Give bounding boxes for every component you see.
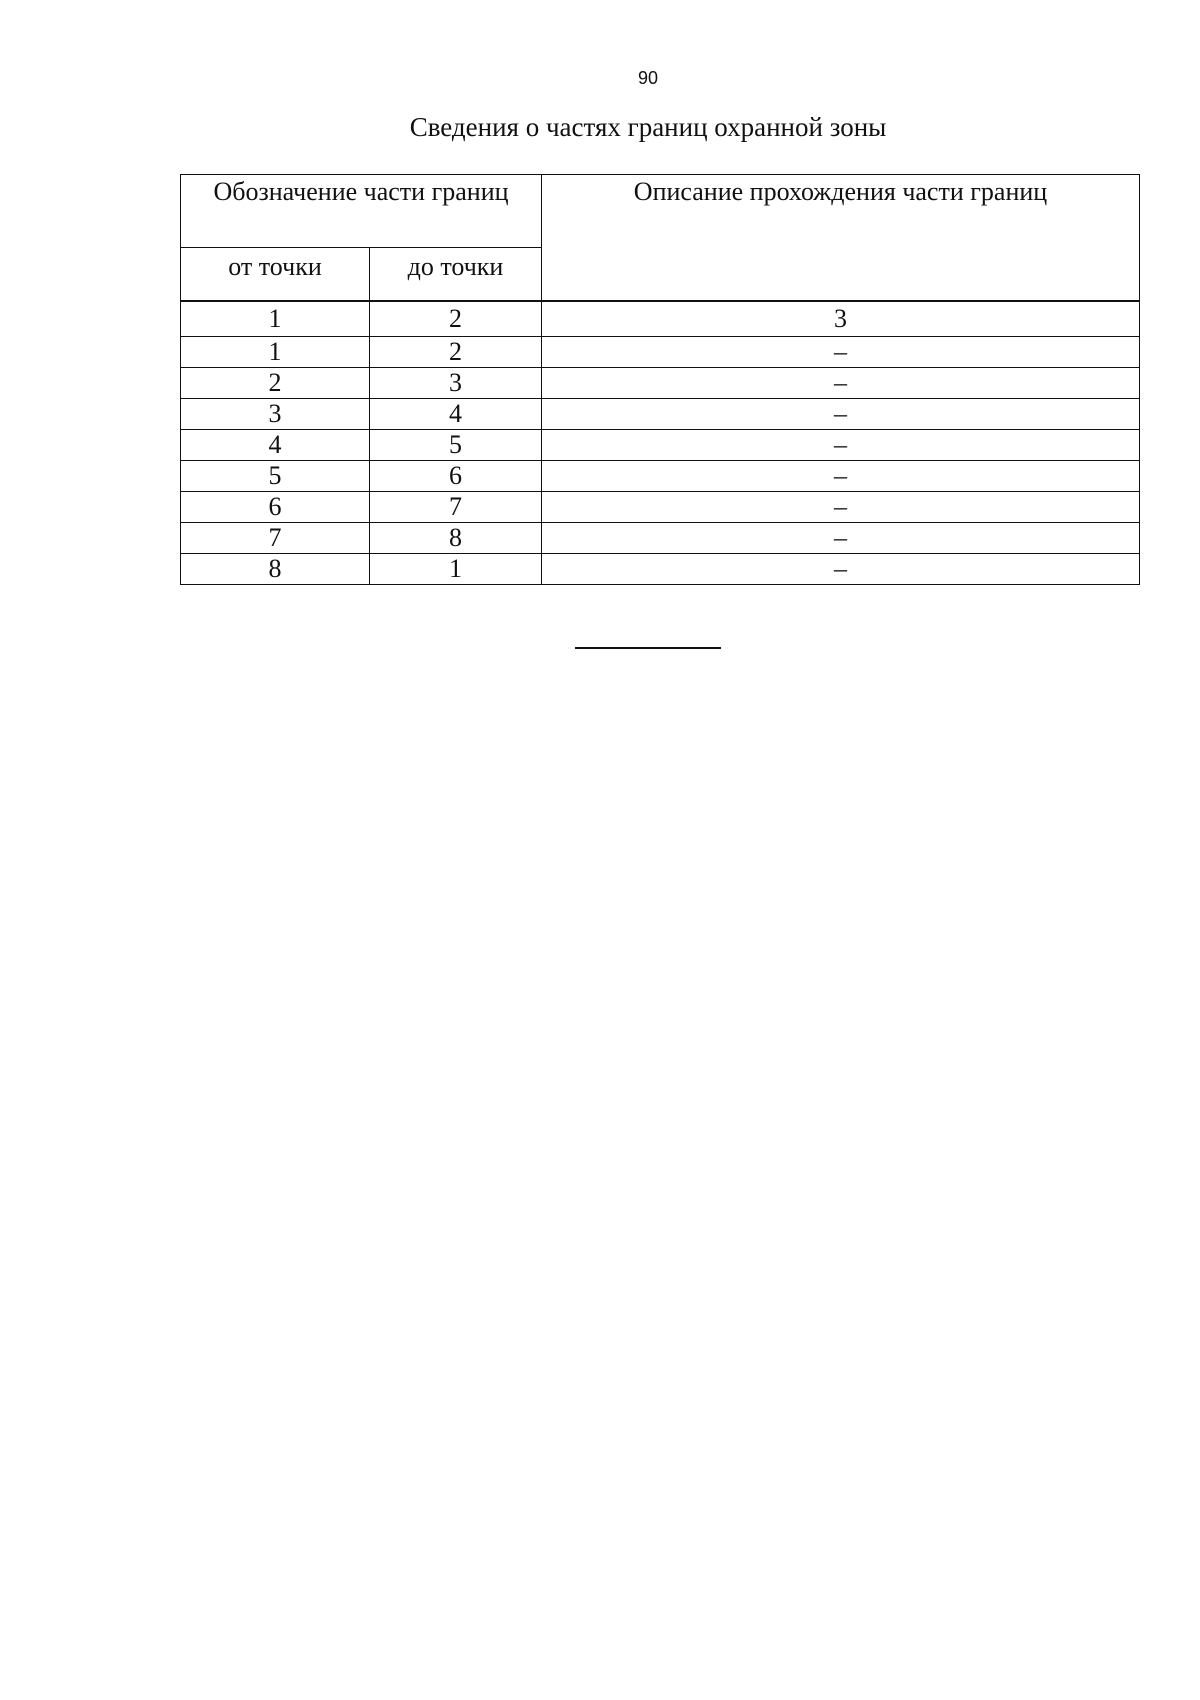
column-number: 3: [542, 301, 1140, 337]
cell-to-point: 6: [370, 461, 542, 492]
cell-from-point: 3: [181, 399, 370, 430]
cell-from-point: 4: [181, 430, 370, 461]
cell-to-point: 4: [370, 399, 542, 430]
cell-description: –: [542, 492, 1140, 523]
header-boundary-description: Описание прохождения части границ: [542, 175, 1140, 302]
table-row: [181, 492, 1140, 523]
cell-description: –: [542, 523, 1140, 554]
cell-description: –: [542, 461, 1140, 492]
table-header-row: [181, 175, 1140, 248]
cell-to-point: 7: [370, 492, 542, 523]
column-number-row: [181, 301, 1140, 337]
cell-from-point: 5: [181, 461, 370, 492]
cell-from-point: 8: [181, 554, 370, 585]
table-row: [181, 523, 1140, 554]
cell-to-point: 2: [370, 337, 542, 368]
table-row: [181, 368, 1140, 399]
cell-description: –: [542, 399, 1140, 430]
cell-description: –: [542, 554, 1140, 585]
cell-to-point: 1: [370, 554, 542, 585]
cell-description: –: [542, 337, 1140, 368]
boundary-parts-table: [180, 174, 1140, 585]
table-row: [181, 554, 1140, 585]
page-title: Сведения о частях границ охранной зоны: [409, 112, 887, 142]
table-row: [181, 461, 1140, 492]
cell-description: –: [542, 430, 1140, 461]
page-number: 90: [637, 68, 659, 88]
end-rule-divider: [575, 647, 721, 649]
column-number: 1: [181, 301, 370, 337]
column-number: 2: [370, 301, 542, 337]
cell-from-point: 6: [181, 492, 370, 523]
cell-to-point: 8: [370, 523, 542, 554]
cell-to-point: 5: [370, 430, 542, 461]
header-boundary-designation: Обозначение части границ: [181, 175, 542, 248]
cell-description: –: [542, 368, 1140, 399]
cell-from-point: 7: [181, 523, 370, 554]
header-to-point: до точки: [370, 248, 542, 302]
table-row: [181, 337, 1140, 368]
table-row: [181, 430, 1140, 461]
table-row: [181, 399, 1140, 430]
header-from-point: от точки: [181, 248, 370, 302]
cell-from-point: 1: [181, 337, 370, 368]
cell-to-point: 3: [370, 368, 542, 399]
cell-from-point: 2: [181, 368, 370, 399]
